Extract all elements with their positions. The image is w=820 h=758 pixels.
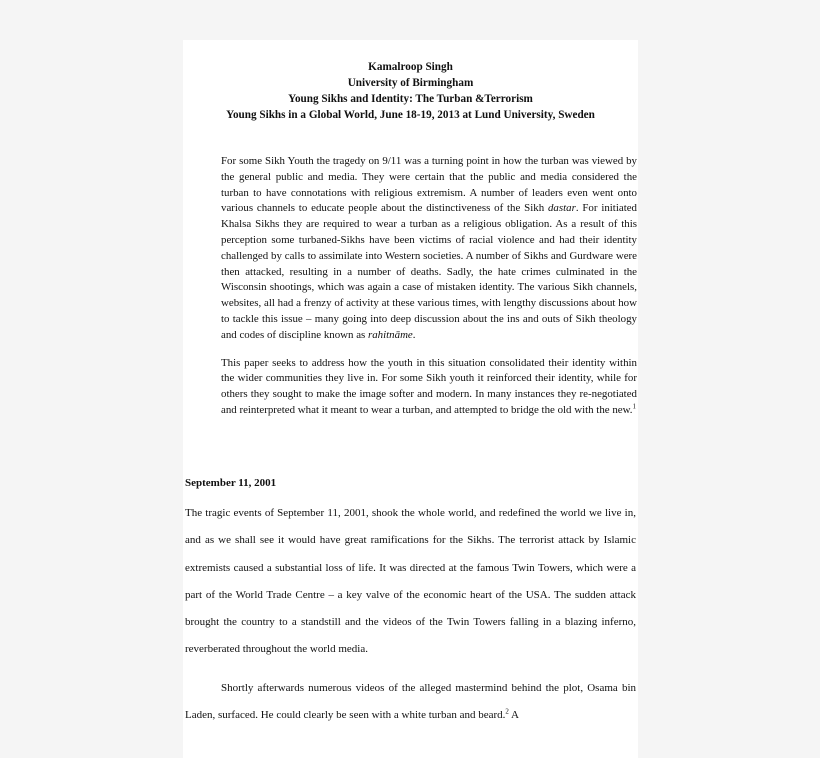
body-paragraph-2 [185, 675, 636, 730]
body-text: A [508, 709, 519, 722]
section-body [185, 500, 636, 729]
dastar-term: dastar [547, 202, 576, 215]
abstract-paragraph-2 [221, 356, 637, 419]
body-text: Shortly afterwards numerous videos of the alleged mastermind behind the plot, Osama bin Laden, surfaced. He could clearly be seen with a white turban and beard. [185, 681, 636, 722]
abstract-paragraph-1 [221, 154, 637, 344]
conference-line: Young Sikhs in a Global World, June 18-19, 2013 at Lund University, Sweden [226, 109, 595, 121]
paper-title: Young Sikhs and Identity: The Turban &Terrorism [288, 93, 533, 105]
footnote-ref-1[interactable]: 1 [632, 402, 636, 411]
abstract-text: . [412, 328, 416, 341]
author-name: Kamalroop Singh [368, 61, 453, 73]
abstract [221, 154, 637, 419]
abstract-text: . For initiated Khalsa Sikhs they are required to wear a turban as a religious obligation. As a result of this perception some turbaned-Sikhs have been victims of racial violence and had their identity challenged by calls to assimilate into Western societies. A number of Sikhs and Gurdware were then attacked, resulting in a number of deaths. Sadly, the hate crimes culminated in the Wisconsin shootings, which was again a case of mistaken identity. The various Sikh channels, websites, all had a frenzy of activity at these various times, with lengthy discussions about how to tackle this issue – many going into deep discussion about the ins and outs of Sikh theology and codes of discipline known as [221, 202, 638, 341]
document-page [183, 40, 638, 758]
section-heading: September 11, 2001 [185, 477, 277, 489]
abstract-text: This paper seeks to address how the youth in this situation consolidated their identity within the wider communities they live in. For some Sikh youth it reinforced their identity, while for others they sought to make the image softer and modern. In many instances they re-negotiated and reinterpreted what it meant to wear a turban, and attempted to bridge the old with the new. [221, 356, 637, 416]
rahitname-term: rahitnāme [368, 328, 413, 341]
abstract-text: For some Sikh Youth the tragedy on 9/11 was a turning point in how the turban was viewed by the general public and media. They were certain that the public and media considered the turban to have connotations with religious extremism. A number of leaders even went onto various channels to educate people about the distinctiveness of the Sikh [221, 155, 637, 215]
footnote-ref-2[interactable]: 2 [505, 707, 509, 716]
paper-header [183, 59, 638, 123]
institution: University of Birmingham [347, 77, 474, 89]
body-paragraph-1: The tragic events of September 11, 2001, shook the whole world, and redefined the world we live in, and as we shall see it would have great ramifications for the Sikhs. The terrorist attack by Islamic extremists caused a substantial loss of life. It was directed at the famous Twin Towers, which were a part of the World Trade Centre – a key valve of the economic heart of the USA. The sudden attack brought the country to a standstill and the videos of the Twin Towers falling in a blazing inferno, reverberated throughout the world media. [185, 507, 636, 656]
